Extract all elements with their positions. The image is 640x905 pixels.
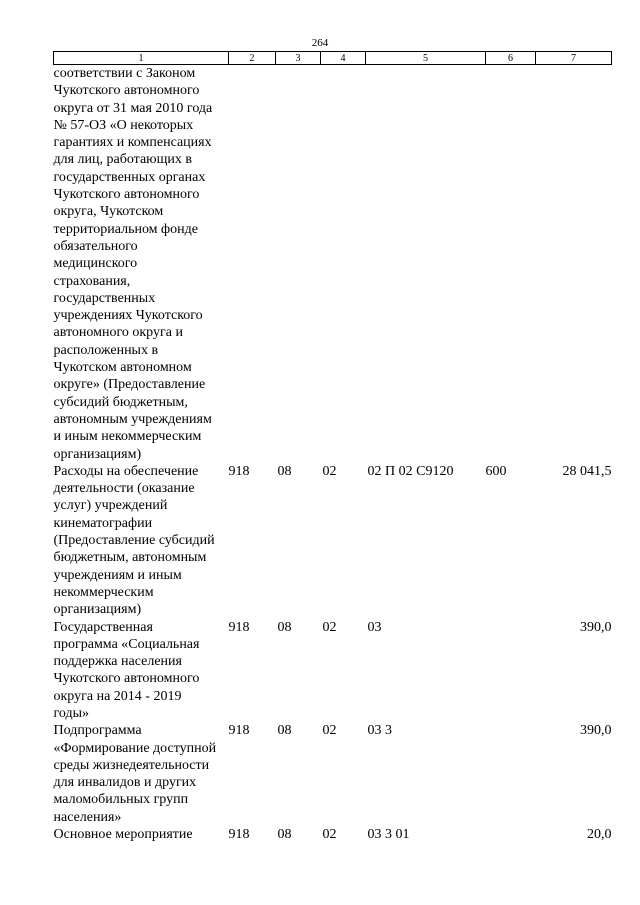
- table-body: [54, 65, 612, 844]
- row-name-line: населения»: [53, 809, 122, 825]
- row-name-line: Чукотского автономного: [53, 83, 200, 99]
- row-name-line: № 57-ОЗ «О некоторых: [53, 117, 194, 133]
- row-name-line: бюджетным, автономным: [53, 550, 207, 566]
- row-name: [54, 619, 229, 723]
- row-subsection-code: [321, 65, 366, 463]
- row-amount: 390,0: [580, 619, 612, 635]
- table-row: [54, 826, 612, 843]
- row-name-line: гарантиях и компенсациях: [53, 135, 212, 151]
- row-name: [54, 463, 229, 619]
- row-name-line: учреждениях Чукотского: [53, 308, 203, 324]
- row-name-line: некоммерческим: [53, 584, 154, 600]
- column-header: 3: [276, 52, 321, 65]
- row-name-line: государственных: [53, 290, 156, 306]
- table-row: [54, 65, 612, 463]
- row-name-line: округа на 2014 - 2019: [53, 688, 182, 704]
- row-name-line: для инвалидов и других: [53, 775, 197, 791]
- row-name-line: годы»: [53, 705, 90, 721]
- row-name-line: организациям): [53, 602, 142, 618]
- row-name-line: государственных органах: [53, 169, 206, 185]
- row-section-code: 08: [277, 463, 292, 479]
- row-target-article: 03 3: [367, 723, 392, 739]
- row-name-line: Чукотском автономном: [53, 360, 192, 376]
- row-target-article: 03: [367, 619, 382, 635]
- row-subsection-code: 02: [322, 827, 337, 843]
- row-amount: [536, 65, 612, 463]
- row-target-article: [366, 65, 486, 463]
- row-name-line: Чукотского автономного: [53, 187, 200, 203]
- row-name-line: округа от 31 мая 2010 года: [53, 100, 213, 116]
- row-section-code: 08: [277, 619, 292, 635]
- row-expense-type: [486, 826, 536, 843]
- budget-table: [53, 51, 612, 843]
- row-expense-type: 600: [485, 463, 507, 479]
- column-header: 2: [229, 52, 276, 65]
- row-name-line: Государственная: [53, 619, 153, 635]
- row-amount: 28 041,5: [562, 463, 612, 479]
- row-name-line: среды жизнедеятельности: [53, 757, 210, 773]
- row-expense-type: [486, 722, 536, 826]
- row-amount: 20,0: [587, 827, 612, 843]
- row-name: [54, 826, 229, 843]
- row-name-line: автономным учреждениям: [53, 411, 212, 427]
- column-header: 7: [536, 52, 612, 65]
- row-name-line: маломобильных групп: [53, 792, 189, 808]
- row-name-line: округа, Чукотском: [53, 204, 164, 220]
- row-name-line: субсидий бюджетным,: [53, 394, 188, 410]
- row-admin-code: 918: [228, 827, 250, 843]
- row-subsection-code: 02: [322, 463, 337, 479]
- row-expense-type: [486, 619, 536, 723]
- row-name-line: учреждениям и иным: [53, 567, 182, 583]
- column-header: 1: [54, 52, 229, 65]
- row-name-line: Чукотского автономного: [53, 671, 200, 687]
- row-name-line: и иным некоммерческим: [53, 429, 202, 445]
- row-name: [54, 722, 229, 826]
- column-header: 4: [321, 52, 366, 65]
- row-amount: 390,0: [580, 723, 612, 739]
- row-name-line: для лиц, работающих в: [53, 152, 193, 168]
- header-row: [54, 52, 612, 65]
- row-name-line: территориальном фонде: [53, 221, 198, 237]
- row-target-article: 02 П 02 С9120: [367, 463, 454, 479]
- row-section-code: 08: [277, 827, 292, 843]
- row-name-line: деятельности (оказание: [53, 481, 195, 497]
- row-expense-type: [486, 65, 536, 463]
- row-name-line: расположенных в: [53, 342, 159, 358]
- row-name-line: поддержка населения: [53, 654, 182, 670]
- row-name-line: автономного округа и: [53, 325, 183, 341]
- row-name-line: Расходы на обеспечение: [53, 463, 199, 479]
- table-row: [54, 463, 612, 619]
- page-number: 264: [311, 37, 329, 49]
- row-admin-code: 918: [228, 723, 250, 739]
- row-name-line: соответствии с Законом: [53, 66, 196, 81]
- row-name-line: медицинского: [53, 256, 138, 272]
- row-name-line: программа «Социальная: [53, 636, 200, 652]
- row-subsection-code: 02: [322, 723, 337, 739]
- row-section-code: 08: [277, 723, 292, 739]
- table-row: [54, 619, 612, 723]
- column-header: 6: [486, 52, 536, 65]
- row-name-line: кинематографии: [53, 515, 153, 531]
- row-admin-code: 918: [228, 463, 250, 479]
- row-target-article: 03 3 01: [367, 827, 410, 843]
- row-admin-code: 918: [228, 619, 250, 635]
- row-name-line: округе» (Предоставление: [53, 377, 206, 393]
- row-name: [54, 65, 229, 463]
- row-name-line: Основное мероприятие: [53, 827, 193, 843]
- table-row: [54, 722, 612, 826]
- row-name-line: обязательного: [53, 238, 138, 254]
- row-name-line: (Предоставление субсидий: [53, 533, 215, 549]
- column-header: 5: [366, 52, 486, 65]
- row-name-line: Подпрограмма: [53, 723, 142, 739]
- row-subsection-code: 02: [322, 619, 337, 635]
- row-name-line: «Формирование доступной: [53, 740, 217, 756]
- row-admin-code: [229, 65, 276, 463]
- row-name-line: организациям): [53, 446, 142, 462]
- row-name-line: услуг) учреждений: [53, 498, 168, 514]
- row-name-line: страхования,: [53, 273, 131, 289]
- row-section-code: [276, 65, 321, 463]
